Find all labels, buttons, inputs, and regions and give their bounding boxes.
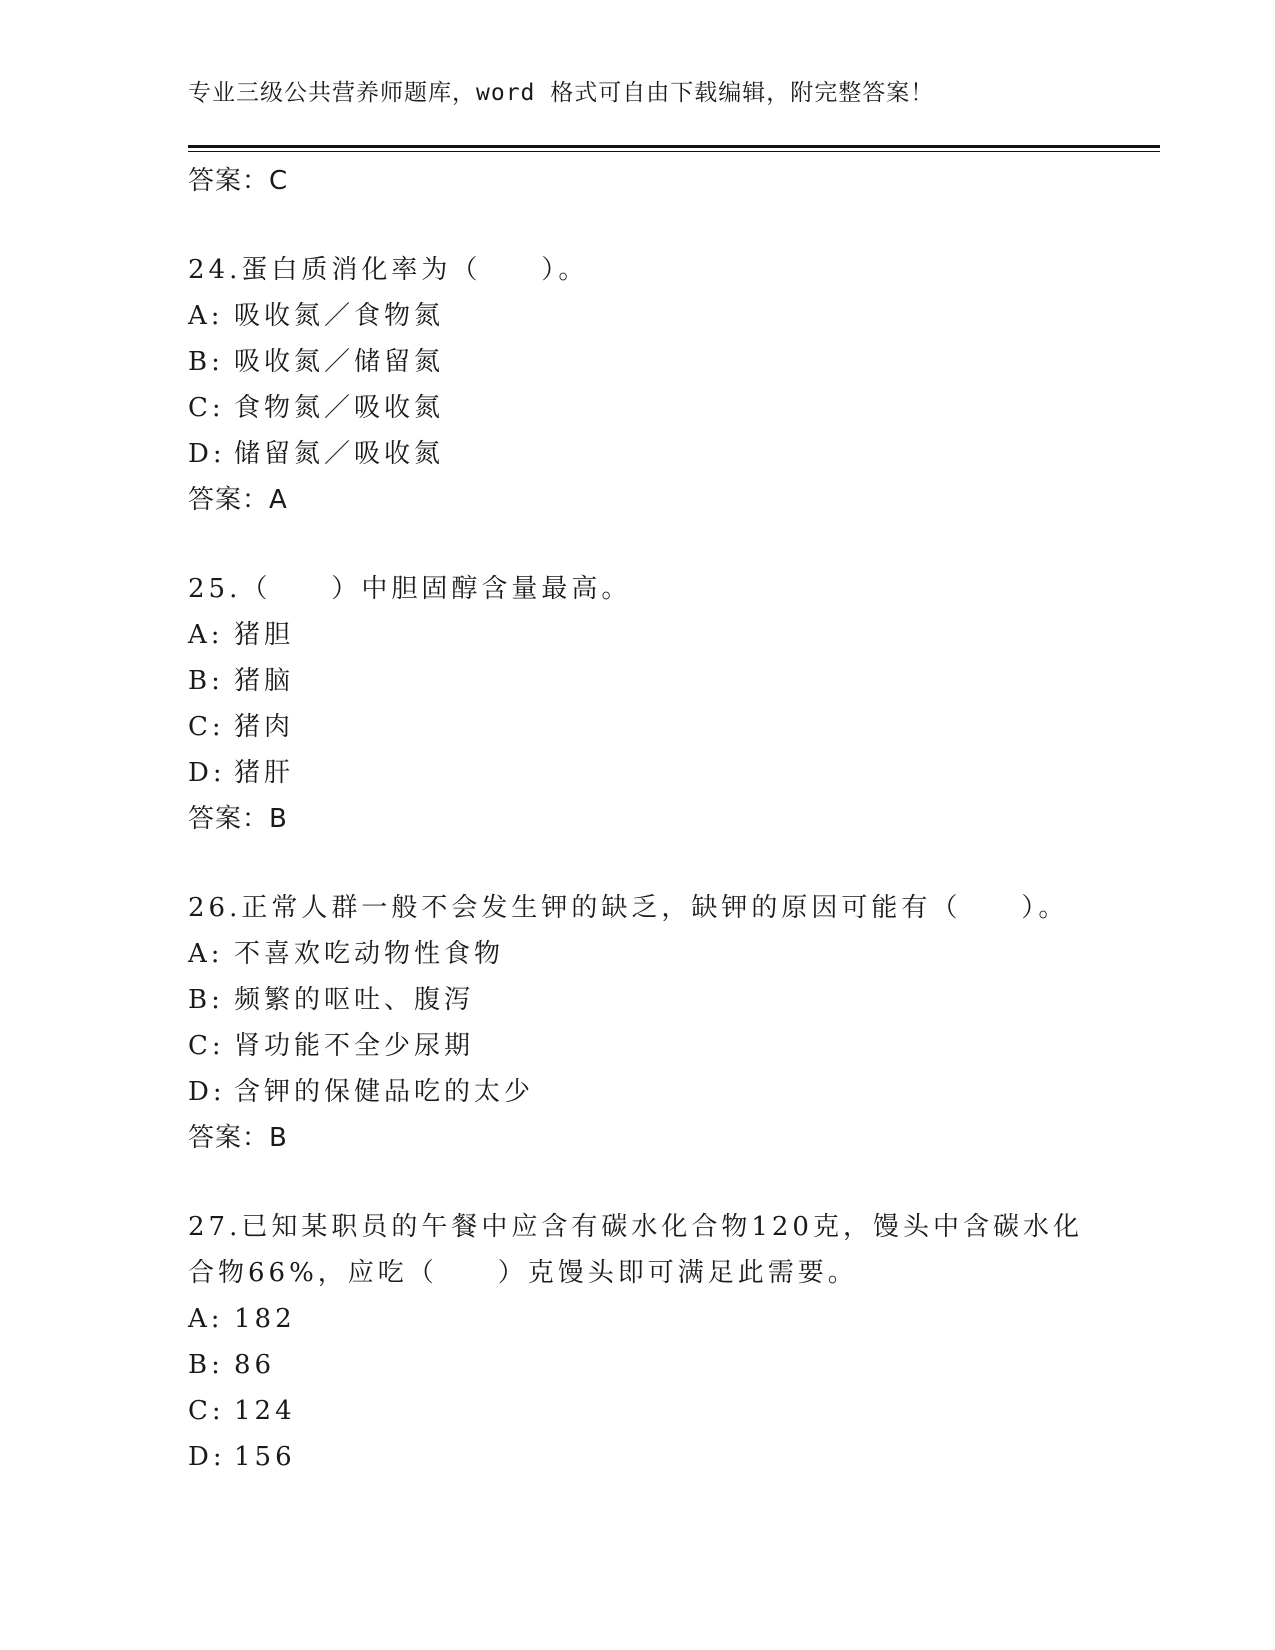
option-letter: B: bbox=[188, 1350, 224, 1380]
option-b bbox=[188, 1342, 1088, 1388]
option-letter: B: bbox=[188, 347, 224, 377]
option-letter: B: bbox=[188, 985, 224, 1015]
option-text: 124 bbox=[234, 1396, 296, 1426]
option-text: 猪肝 bbox=[234, 758, 295, 788]
option-letter: C: bbox=[188, 712, 225, 742]
answer-line: 答案：A bbox=[188, 485, 288, 515]
option-letter: D: bbox=[188, 439, 226, 469]
option-text: 猪脑 bbox=[234, 666, 295, 696]
option-a bbox=[188, 293, 1088, 339]
option-a bbox=[188, 612, 1088, 658]
question-24 bbox=[188, 247, 1088, 523]
option-text: 吸收氮／食物氮 bbox=[234, 301, 445, 331]
option-d bbox=[188, 431, 1088, 477]
question-stem: 27.已知某职员的午餐中应含有碳水化合物120克，馒头中含碳水化合物66%，应吃（ ）克馒头即可满足此需要。 bbox=[188, 1212, 1083, 1288]
header-rule-thick bbox=[188, 145, 1160, 148]
document-header: 专业三级公共营养师题库，word 格式可自由下载编辑，附完整答案！ bbox=[188, 80, 935, 106]
option-letter: D: bbox=[188, 1077, 226, 1107]
option-letter: A: bbox=[188, 620, 224, 650]
question-stem: 26.正常人群一般不会发生钾的缺乏，缺钾的原因可能有（ ）。 bbox=[188, 893, 1069, 923]
option-text: 含钾的保健品吃的太少 bbox=[234, 1077, 535, 1107]
question-stem: 25.（ ）中胆固醇含量最高。 bbox=[188, 574, 632, 604]
option-text: 猪胆 bbox=[234, 620, 295, 650]
option-text: 频繁的呕吐、腹泻 bbox=[234, 985, 475, 1015]
question-stem: 24.蛋白质消化率为（ ）。 bbox=[188, 255, 589, 285]
option-letter: C: bbox=[188, 1396, 225, 1426]
option-c bbox=[188, 1023, 1088, 1069]
option-text: 86 bbox=[234, 1350, 276, 1380]
option-text: 182 bbox=[234, 1304, 296, 1334]
question-list bbox=[188, 158, 1088, 1480]
question-25 bbox=[188, 566, 1088, 842]
option-a bbox=[188, 931, 1088, 977]
option-c bbox=[188, 385, 1088, 431]
option-d bbox=[188, 1434, 1088, 1480]
option-a bbox=[188, 1296, 1088, 1342]
option-text: 肾功能不全少尿期 bbox=[234, 1031, 475, 1061]
previous-answer: 答案：C bbox=[188, 166, 289, 196]
option-letter: A: bbox=[188, 301, 224, 331]
option-d bbox=[188, 750, 1088, 796]
option-letter: C: bbox=[188, 1031, 225, 1061]
option-letter: D: bbox=[188, 758, 226, 788]
option-b bbox=[188, 658, 1088, 704]
question-26 bbox=[188, 885, 1088, 1161]
answer-line: 答案：B bbox=[188, 804, 288, 834]
option-c bbox=[188, 1388, 1088, 1434]
answer-line: 答案：B bbox=[188, 1123, 288, 1153]
option-c bbox=[188, 704, 1088, 750]
option-letter: C: bbox=[188, 393, 225, 423]
option-text: 156 bbox=[234, 1442, 296, 1472]
option-letter: A: bbox=[188, 939, 224, 969]
option-d bbox=[188, 1069, 1088, 1115]
question-27 bbox=[188, 1204, 1088, 1480]
option-b bbox=[188, 977, 1088, 1023]
option-letter: B: bbox=[188, 666, 224, 696]
option-text: 猪肉 bbox=[234, 712, 295, 742]
option-letter: D: bbox=[188, 1442, 226, 1472]
option-b bbox=[188, 339, 1088, 385]
option-text: 食物氮／吸收氮 bbox=[234, 393, 445, 423]
header-rule-thin bbox=[188, 151, 1160, 152]
option-text: 不喜欢吃动物性食物 bbox=[234, 939, 505, 969]
option-text: 储留氮／吸收氮 bbox=[234, 439, 445, 469]
option-letter: A: bbox=[188, 1304, 224, 1334]
option-text: 吸收氮／储留氮 bbox=[234, 347, 445, 377]
